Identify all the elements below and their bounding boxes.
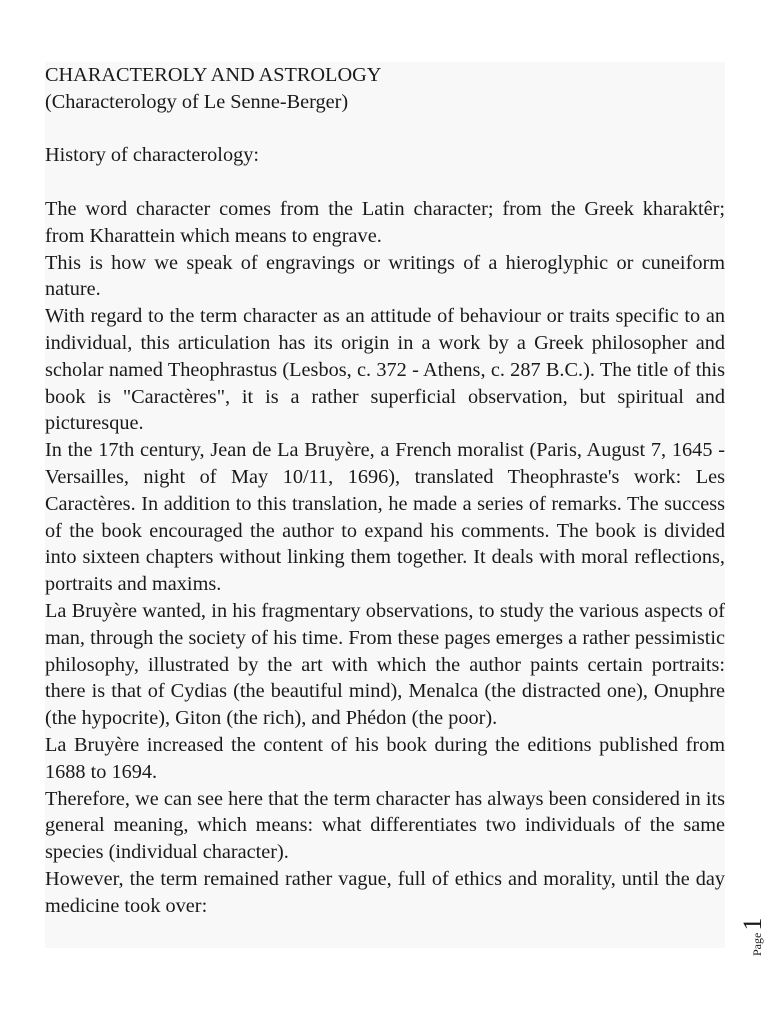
- document-subtitle: (Characterology of Le Senne-Berger): [45, 90, 349, 113]
- paragraph: In the 17th century, Jean de La Bruyère, a French moralist (Paris, August 7, 1645 - Versailles, night of May 10/11, 1696), translated Theophraste's work: Les Caractères. In addition to this translation, he made a series of remarks. The success of the book encouraged the author to expand his comments. The book is divided into sixteen chapters without linking them together. It deals with moral reflections, portraits and maxims.: [45, 439, 725, 596]
- page-number-value: 1: [738, 917, 767, 931]
- paragraph: With regard to the term character as an attitude of behaviour or traits specific to an individual, this articulation has its origin in a work by a Greek philosopher and scholar named Theophrastus (Lesbos, c. 372 - Athens, c. 287 B.C.). The title of this book is "Caractères", it is a rather superficial observation, but spiritual and picturesque.: [45, 305, 725, 435]
- document-title: CHARACTEROLY AND ASTROLOGY: [45, 64, 382, 86]
- document-body: [45, 62, 725, 948]
- page-number: [736, 910, 766, 960]
- page-label: Page: [750, 932, 764, 956]
- paragraph: This is how we speak of engravings or writings of a hieroglyphic or cuneiform nature.: [45, 251, 725, 301]
- section-heading: History of characterology:: [45, 144, 260, 167]
- paragraph: However, the term remained rather vague, full of ethics and morality, until the day medicine took over:: [45, 867, 725, 917]
- spacer: [45, 116, 725, 143]
- spacer: [45, 169, 725, 196]
- paragraph: Therefore, we can see here that the term character has always been considered in its general meaning, which means: what differentiates two individuals of the same species (individual character).: [45, 787, 725, 864]
- paragraph: La Bruyère wanted, in his fragmentary observations, to study the various aspects of man, through the society of his time. From these pages emerges a rather pessimistic philosophy, illustrated by the art with which the author paints certain portraits: there is that of Cydias (the beautiful mind), Menalca (the distracted one), Onuphre (the hypocrite), Giton (the rich), and Phédon (the poor).: [45, 599, 725, 730]
- paragraph: The word character comes from the Latin character; from the Greek kharaktêr; from Kharattein which means to engrave.: [45, 197, 725, 247]
- paragraph: La Bruyère increased the content of his book during the editions published from 1688 to 1694.: [45, 733, 725, 783]
- page-number-rotated: [738, 918, 768, 956]
